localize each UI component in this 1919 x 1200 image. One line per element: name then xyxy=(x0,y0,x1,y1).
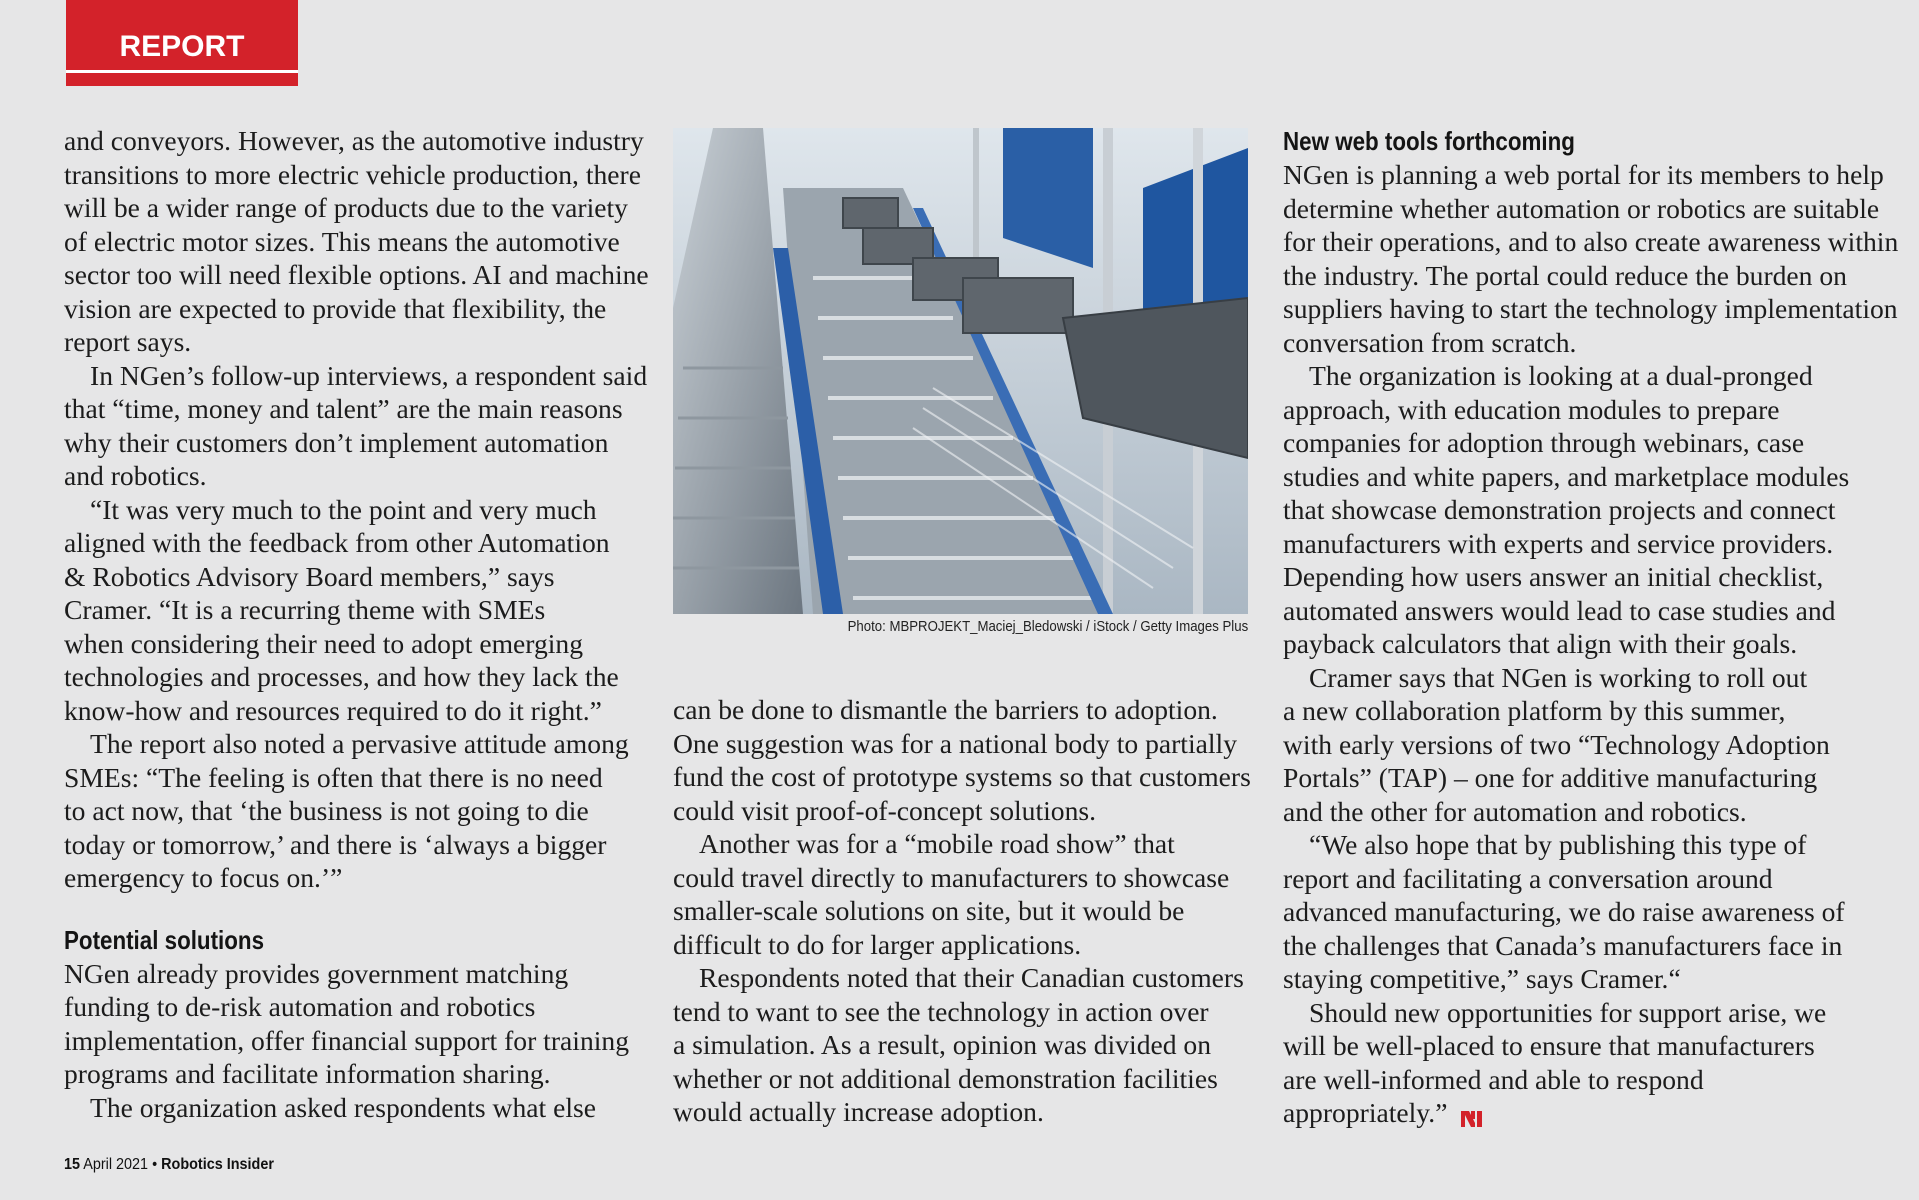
footer-separator: • xyxy=(152,1156,158,1173)
body-line: staying competitive,” says Cramer.“ xyxy=(1283,963,1681,994)
body-line: NGen already provides government matching xyxy=(64,957,569,989)
body-line: “We also hope that by publishing this type of xyxy=(1309,829,1807,860)
body-line: conversation from scratch. xyxy=(1283,326,1577,358)
body-line: emergency to focus on.’” xyxy=(64,862,343,893)
body-line: Cramer. “It is a recurring theme with SMEs xyxy=(64,594,546,625)
body-line: and conveyors. However, as the automotive industry xyxy=(64,125,644,156)
section-tag xyxy=(66,0,298,86)
article-column-3 xyxy=(1283,124,1903,1130)
body-line: technologies and processes, and how they lack the xyxy=(64,661,619,692)
section-heading-new-web-tools: New web tools forthcoming xyxy=(1283,126,1575,156)
section-tag-label: REPORT xyxy=(119,30,245,63)
body-line: that showcase demonstration projects and connect xyxy=(1283,494,1836,525)
body-line: the industry. The portal could reduce the burden on xyxy=(1283,259,1847,291)
body-line: of electric motor sizes. This means the automotive xyxy=(64,225,620,257)
body-line: funding to de-risk automation and robotics xyxy=(64,991,536,1022)
body-line: companies for adoption through webinars, case xyxy=(1283,427,1805,458)
article-column-1 xyxy=(64,124,664,1124)
body-line: whether or not additional demonstration facilities xyxy=(673,1062,1218,1094)
body-line: Respondents noted that their Canadian customers xyxy=(699,962,1244,993)
body-line: The report also noted a pervasive attitude among xyxy=(90,728,629,759)
body-line: Portals” (TAP) – one for additive manufacturing xyxy=(1283,762,1818,793)
body-line-final xyxy=(1283,1096,1903,1130)
body-line: when considering their need to adopt emerging xyxy=(64,627,584,659)
body-line: could visit proof-of-concept solutions. xyxy=(673,794,1097,826)
body-line: transitions to more electric vehicle production, there xyxy=(64,158,641,190)
body-line: “It was very much to the point and very much xyxy=(90,493,597,525)
body-line: payback calculators that align with their goals. xyxy=(1283,628,1798,659)
section-tag-rule xyxy=(66,70,298,73)
body-line: Another was for a “mobile road show” that xyxy=(699,828,1175,859)
conveyor-photo xyxy=(673,128,1248,614)
body-line: tend to want to see the technology in action over xyxy=(673,995,1209,1027)
body-line: Should new opportunities for support arise, we xyxy=(1309,996,1827,1028)
page-number: 15 xyxy=(64,1156,81,1173)
body-line: approach, with education modules to prepare xyxy=(1283,393,1780,425)
body-line: report says. xyxy=(64,326,192,357)
magazine-name: Robotics Insider xyxy=(161,1156,274,1173)
photo-credit xyxy=(673,618,1248,635)
body-line: The organization asked respondents what else xyxy=(90,1091,596,1123)
body-line: why their customers don’t implement automation xyxy=(64,426,609,458)
body-line: & Robotics Advisory Board members,” says xyxy=(64,560,555,592)
body-line: are well-informed and able to respond xyxy=(1283,1063,1704,1095)
body-line: know-how and resources required to do it right.” xyxy=(64,694,602,726)
body-line: The organization is looking at a dual-pronged xyxy=(1309,360,1813,391)
body-line: and robotics. xyxy=(64,460,207,491)
section-spacer xyxy=(64,895,664,923)
body-line: fund the cost of prototype systems so that customers xyxy=(673,761,1251,792)
body-line: with early versions of two “Technology Adoption xyxy=(1283,728,1830,760)
body-line: automated answers would lead to case studies and xyxy=(1283,594,1836,626)
body-line: smaller-scale solutions on site, but it would be xyxy=(673,895,1185,926)
body-line: One suggestion was for a national body to partially xyxy=(673,727,1238,759)
body-line: today or tomorrow,’ and there is ‘always a bigger xyxy=(64,828,607,860)
body-line: SMEs: “The feeling is often that there is no need xyxy=(64,761,603,793)
body-line: programs and facilitate information sharing. xyxy=(64,1058,551,1089)
body-line: suppliers having to start the technology implementation xyxy=(1283,293,1898,324)
body-line: difficult to do for larger applications. xyxy=(673,928,1082,960)
body-line: will be a wider range of products due to the variety xyxy=(64,192,628,223)
body-line: Cramer says that NGen is working to roll out xyxy=(1309,661,1808,693)
article-column-2 xyxy=(673,693,1273,1129)
body-line: a simulation. As a result, opinion was divided on xyxy=(673,1029,1212,1060)
body-line: a new collaboration platform by this summer, xyxy=(1283,695,1786,726)
body-line: for their operations, and to also create awareness within xyxy=(1283,226,1899,257)
body-line: sector too will need flexible options. AI and machine xyxy=(64,259,649,290)
body-line: can be done to dismantle the barriers to adoption. xyxy=(673,694,1218,725)
body-line: determine whether automation or robotics are suitable xyxy=(1283,192,1880,224)
body-line: will be well-placed to ensure that manufacturers xyxy=(1283,1030,1815,1061)
end-mark-svg xyxy=(1461,1109,1485,1129)
photo-credit-text: Photo: MBPROJEKT_Maciej_Bledowski / iStock / Getty Images Plus xyxy=(847,618,1248,635)
body-line-final-text: appropriately.” xyxy=(1283,1097,1448,1128)
body-line: manufacturers with experts and service providers. xyxy=(1283,527,1834,559)
body-line: could travel directly to manufacturers to showcase xyxy=(673,861,1230,893)
body-line: NGen is planning a web portal for its members to help xyxy=(1283,159,1884,190)
page-footer xyxy=(64,1156,274,1174)
body-line: implementation, offer financial support for training xyxy=(64,1024,629,1056)
body-line: advanced manufacturing, we do raise awareness of xyxy=(1283,896,1845,927)
body-line: report and facilitating a conversation around xyxy=(1283,862,1773,894)
body-line: aligned with the feedback from other Automation xyxy=(64,527,610,558)
body-line: would actually increase adoption. xyxy=(673,1096,1044,1127)
end-mark-logo-icon xyxy=(1461,1103,1485,1123)
section-heading-potential-solutions: Potential solutions xyxy=(64,924,265,955)
body-line: vision are expected to provide that flexibility, the xyxy=(64,292,607,324)
body-line: and the other for automation and robotics. xyxy=(1283,795,1747,827)
body-line: that “time, money and talent” are the main reasons xyxy=(64,393,623,424)
body-line: to act now, that ‘the business is not going to die xyxy=(64,795,589,826)
issue-date: April 2021 xyxy=(83,1156,149,1173)
body-line: studies and white papers, and marketplace modules xyxy=(1283,460,1850,492)
body-line: the challenges that Canada’s manufacturers face in xyxy=(1283,929,1843,961)
conveyor-illustration xyxy=(673,128,1248,614)
body-line: Depending how users answer an initial checklist, xyxy=(1283,561,1824,592)
body-line: In NGen’s follow-up interviews, a respondent said xyxy=(90,359,648,391)
